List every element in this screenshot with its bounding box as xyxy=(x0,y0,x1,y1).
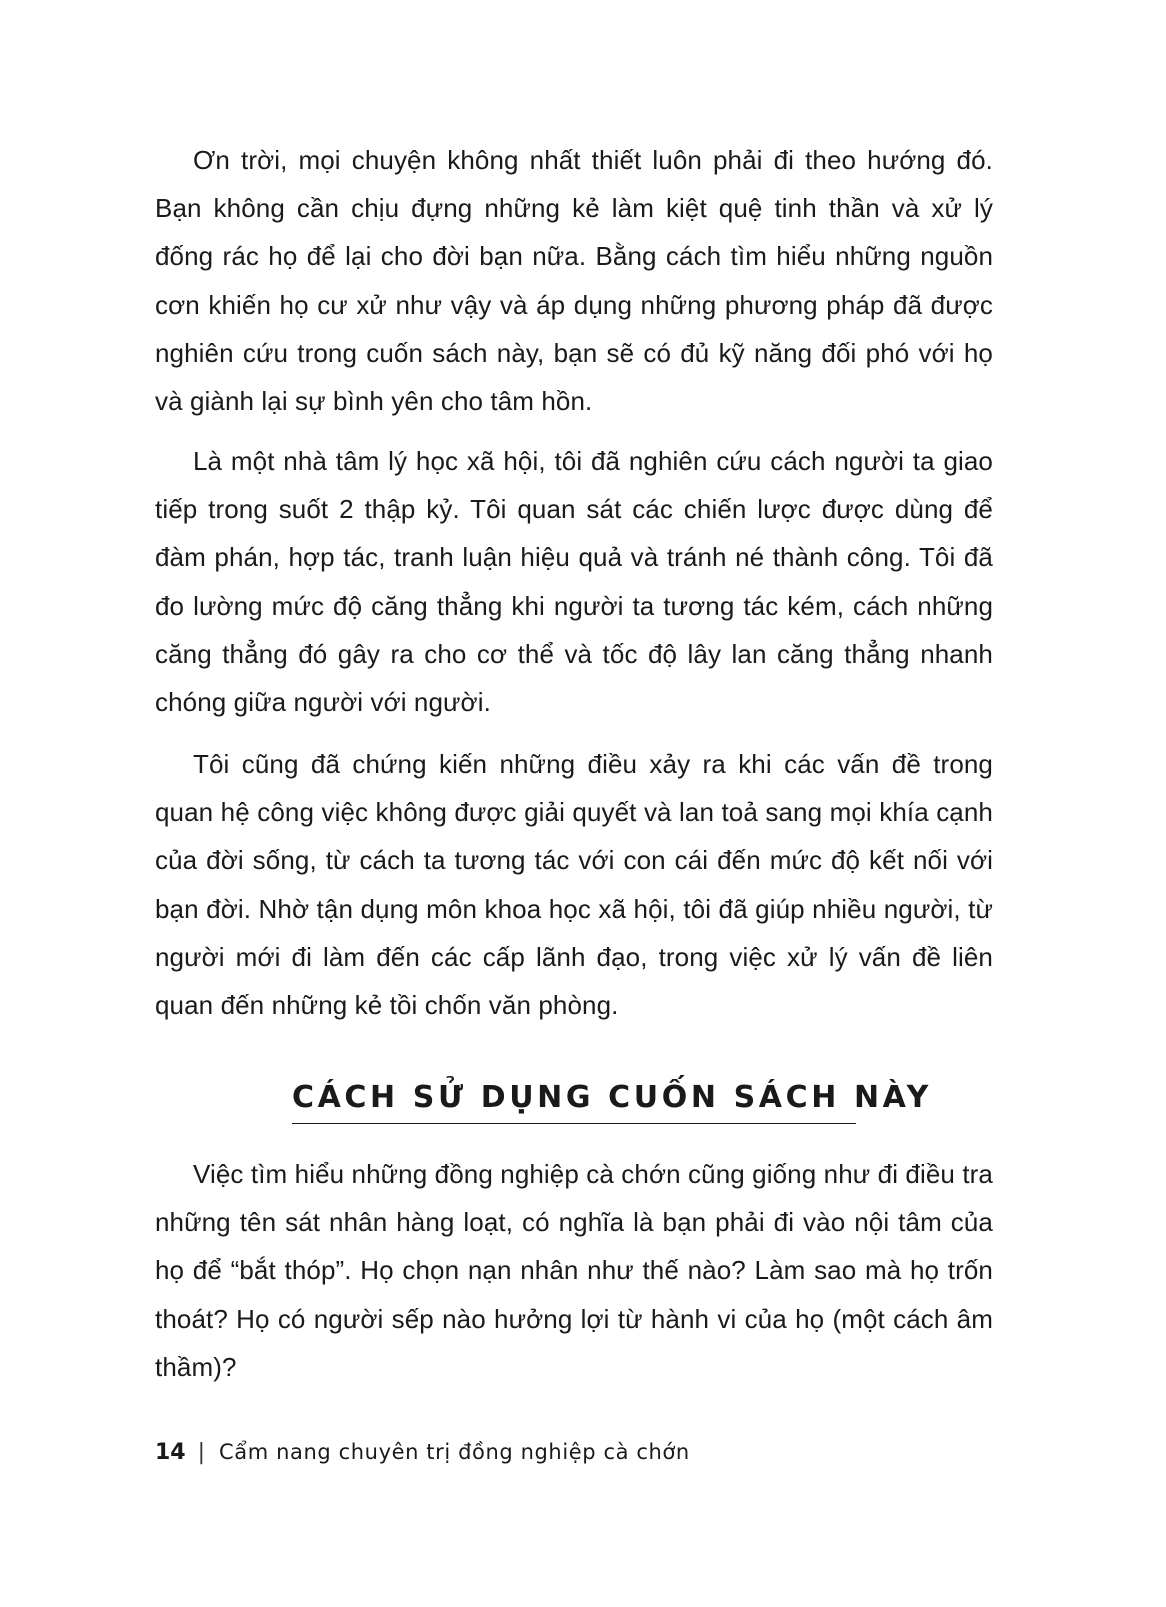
heading-underline xyxy=(292,1123,856,1124)
running-book-title: Cẩm nang chuyên trị đồng nghiệp cà chớn xyxy=(219,1440,690,1464)
page-footer xyxy=(155,1432,690,1472)
footer-separator: | xyxy=(197,1439,206,1465)
body-paragraph-3: Tôi cũng đã chứng kiến những điều xảy ra khi các vấn đề trong quan hệ công việc không được giải quyết và lan toả sang mọi khía cạnh của đời sống, từ cách ta tương tác với con cái đến mức độ kết nối với bạn đời. Nhờ tận dụng môn khoa học xã hội, tôi đã giúp nhiều người, từ người mới đi làm đến các cấp lãnh đạo, trong việc xử lý vấn đề liên quan đến những kẻ tồi chốn văn phòng. xyxy=(155,749,993,1021)
body-paragraph-2: Là một nhà tâm lý học xã hội, tôi đã nghiên cứu cách người ta giao tiếp trong suốt 2 thập kỷ. Tôi quan sát các chiến lược được dùng để đàm phán, hợp tác, tranh luận hiệu quả và tránh né thành công. Tôi đã đo lường mức độ căng thẳng khi người ta tương tác kém, cách những căng thẳng đó gây ra cho cơ thể và tốc độ lây lan căng thẳng nhanh chóng giữa người với người. xyxy=(155,446,993,718)
section-heading-block xyxy=(292,1076,932,1128)
section-heading: CÁCH SỬ DỤNG CUỐN SÁCH NÀY xyxy=(292,1080,932,1115)
body-paragraph-1: Ơn trời, mọi chuyện không nhất thiết luôn phải đi theo hướng đó. Bạn không cần chịu đựng những kẻ làm kiệt quệ tinh thần và xử lý đống rác họ để lại cho đời bạn nữa. Bằng cách tìm hiểu những nguồn cơn khiến họ cư xử như vậy và áp dụng những phương pháp đã được nghiên cứu trong cuốn sách này, bạn sẽ có đủ kỹ năng đối phó với họ và giành lại sự bình yên cho tâm hồn. xyxy=(155,145,993,417)
page-number: 14 xyxy=(155,1439,186,1465)
section-paragraph: Việc tìm hiểu những đồng nghiệp cà chớn cũng giống như đi điều tra những tên sát nhân hàng loạt, có nghĩa là bạn phải đi vào nội tâm của họ để “bắt thóp”. Họ chọn nạn nhân như thế nào? Làm sao mà họ trốn thoát? Họ có người sếp nào hưởng lợi từ hành vi của họ (một cách âm thầm)? xyxy=(155,1159,993,1382)
